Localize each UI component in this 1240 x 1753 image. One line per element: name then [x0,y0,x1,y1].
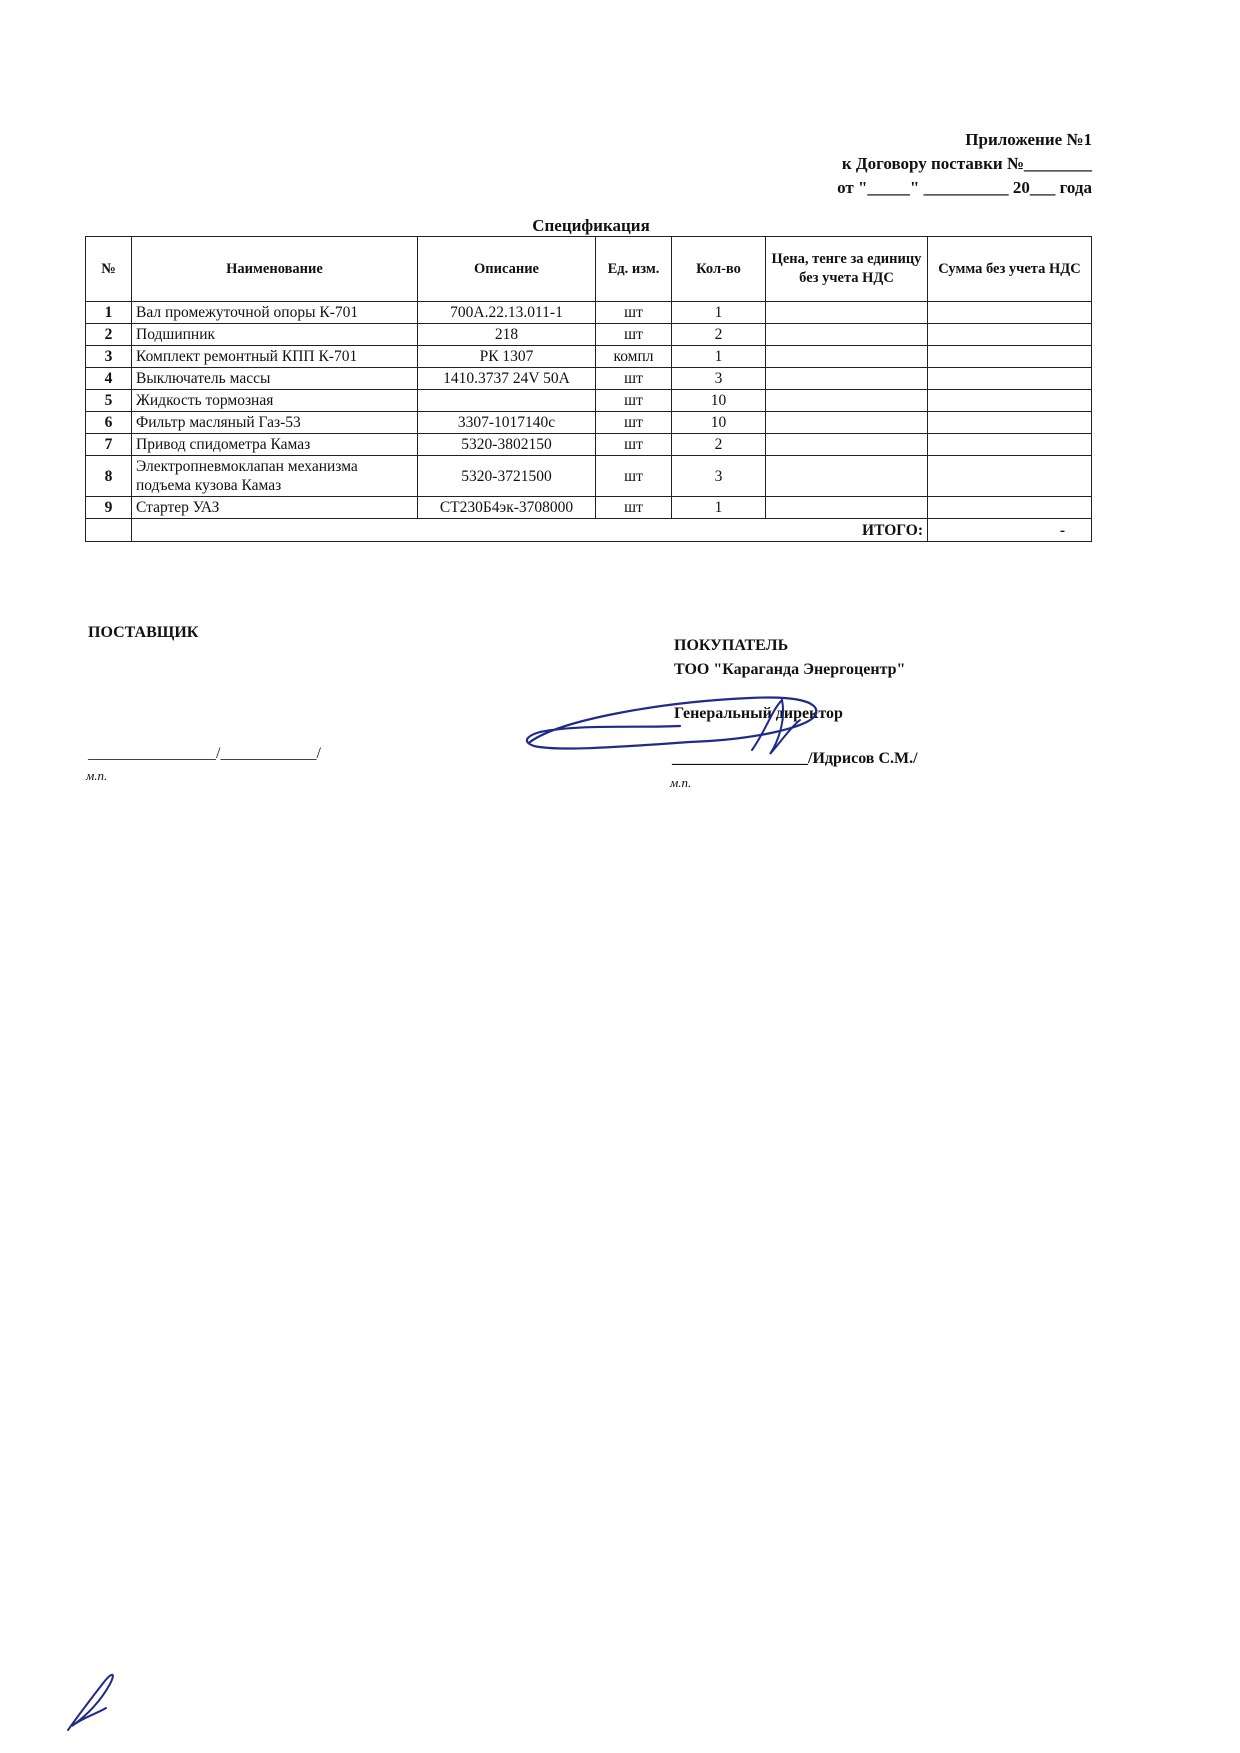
contract-date: от "_____" __________ 20___ года [837,178,1092,197]
supplier-stamp-label: м.п. [86,768,108,783]
col-header-sum: Сумма без учета НДС [928,237,1092,302]
buyer-position: Генеральный директор [674,705,843,722]
item-unit: шт [596,456,672,497]
item-description: СТ230Б4эк-3708000 [418,497,596,519]
table-header-row [86,237,1092,302]
item-price [766,368,928,390]
table-row [86,412,1092,434]
item-quantity: 3 [672,456,766,497]
item-price [766,346,928,368]
table-row [86,302,1092,324]
buyer-block [674,634,905,682]
item-description [418,390,596,412]
item-unit: шт [596,302,672,324]
col-header-name: Наименование [132,237,418,302]
table-row [86,324,1092,346]
total-row [86,519,1092,542]
row-number: 8 [86,456,132,497]
table-row [86,497,1092,519]
item-quantity: 10 [672,412,766,434]
item-price [766,456,928,497]
item-price [766,412,928,434]
item-quantity: 10 [672,390,766,412]
item-price [766,434,928,456]
item-sum [928,302,1092,324]
item-sum [928,412,1092,434]
item-unit: шт [596,368,672,390]
col-header-description: Описание [418,237,596,302]
row-number: 4 [86,368,132,390]
row-number: 1 [86,302,132,324]
buyer-company: ТОО "Караганда Энергоцентр" [674,661,906,678]
total-label: ИТОГО: [132,519,928,542]
item-quantity: 1 [672,497,766,519]
item-description: РК 1307 [418,346,596,368]
total-value: - [928,519,1092,542]
initials-mark [60,1660,140,1740]
item-description: 3307-1017140с [418,412,596,434]
row-number: 9 [86,497,132,519]
col-header-number: № [86,237,132,302]
item-sum [928,368,1092,390]
supplier-title: ПОСТАВЩИК [88,624,199,641]
item-sum [928,346,1092,368]
spec-title: Спецификация [532,216,650,235]
item-description: 1410.3737 24V 50A [418,368,596,390]
item-name: Электропневмоклапан механизма подъема кузова Камаз [132,456,418,497]
item-quantity: 1 [672,346,766,368]
row-number: 7 [86,434,132,456]
item-price [766,302,928,324]
item-unit: компл [596,346,672,368]
appendix-title: Приложение №1 [965,130,1092,149]
item-name: Подшипник [132,324,418,346]
table-row [86,456,1092,497]
item-name: Комплект ремонтный КПП К-701 [132,346,418,368]
item-unit: шт [596,390,672,412]
contract-reference: к Договору поставки №________ [841,154,1092,173]
specification-table [85,236,1092,542]
item-description: 218 [418,324,596,346]
table-row [86,368,1092,390]
row-number: 6 [86,412,132,434]
item-description: 700А.22.13.011-1 [418,302,596,324]
item-quantity: 3 [672,368,766,390]
col-header-quantity: Кол-во [672,237,766,302]
item-sum [928,390,1092,412]
item-price [766,324,928,346]
buyer-signature-line: _________________/Идрисов С.М./ [672,750,918,767]
item-name: Вал промежуточной опоры К-701 [132,302,418,324]
item-name: Жидкость тормозная [132,390,418,412]
item-name: Стартер УАЗ [132,497,418,519]
item-sum [928,456,1092,497]
item-quantity: 1 [672,302,766,324]
item-sum [928,434,1092,456]
item-price [766,390,928,412]
item-price [766,497,928,519]
buyer-title: ПОКУПАТЕЛЬ [674,637,789,654]
item-name: Фильтр масляный Газ-53 [132,412,418,434]
supplier-signature-line: ________________/____________/ [88,745,321,762]
handwritten-signature [520,680,850,770]
table-row [86,390,1092,412]
item-unit: шт [596,412,672,434]
appendix-header [837,128,1092,200]
col-header-price: Цена, тенге за единицу без учета НДС [766,237,928,302]
item-unit: шт [596,324,672,346]
item-unit: шт [596,434,672,456]
item-unit: шт [596,497,672,519]
item-quantity: 2 [672,434,766,456]
col-header-unit: Ед. изм. [596,237,672,302]
row-number: 5 [86,390,132,412]
item-sum [928,497,1092,519]
item-sum [928,324,1092,346]
item-name: Привод спидометра Камаз [132,434,418,456]
total-empty-cell [86,519,132,542]
row-number: 3 [86,346,132,368]
table-row [86,434,1092,456]
item-description: 5320-3802150 [418,434,596,456]
item-description: 5320-3721500 [418,456,596,497]
buyer-stamp-label: м.п. [670,775,692,790]
item-quantity: 2 [672,324,766,346]
table-row [86,346,1092,368]
item-name: Выключатель массы [132,368,418,390]
row-number: 2 [86,324,132,346]
